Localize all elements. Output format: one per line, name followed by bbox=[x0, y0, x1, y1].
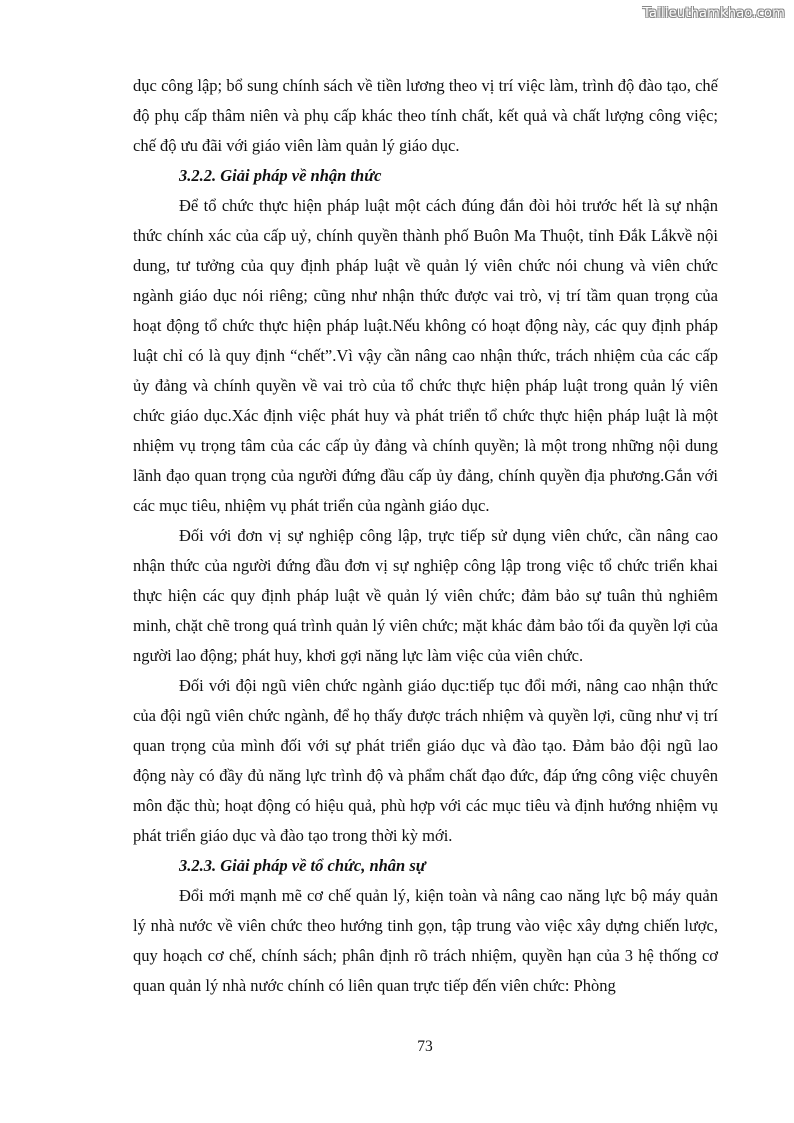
page-number: 73 bbox=[417, 1038, 433, 1055]
page-body bbox=[133, 71, 718, 1001]
watermark-text: Tailieuthamkhao.com bbox=[643, 6, 785, 21]
paragraph: Đổi mới mạnh mẽ cơ chế quản lý, kiện toàn và nâng cao năng lực bộ máy quản lý nhà nước về viên chức theo hướng tinh gọn, tập trung vào việc xây dựng chiến lược, quy hoạch cơ chế, chính sách; phân định rõ trách nhiệm, quyền hạn của 3 hệ thống cơ quan quản lý nhà nước chính có liên quan trực tiếp đến viên chức: Phòng bbox=[133, 886, 718, 995]
section-heading-3-2-3: 3.2.3. Giải pháp về tổ chức, nhân sự bbox=[179, 856, 426, 875]
paragraph-continued: dục công lập; bổ sung chính sách về tiền lương theo vị trí việc làm, trình độ đào tạo, chế độ phụ cấp thâm niên và phụ cấp khác theo tính chất, kết quả và chất lượng công việc; chế độ ưu đãi với giáo viên làm quản lý giáo dục. bbox=[133, 76, 718, 155]
section-heading-3-2-2: 3.2.2. Giải pháp về nhận thức bbox=[179, 166, 382, 185]
paragraph: Để tổ chức thực hiện pháp luật một cách đúng đắn đòi hỏi trước hết là sự nhận thức chính xác của cấp uỷ, chính quyền thành phố Buôn Ma Thuột, tỉnh Đắk Lắkvề nội dung, tư tưởng của quy định pháp luật về quản lý viên chức nói chung và viên chức ngành giáo dục nói riêng; cũng như nhận thức được vai trò, vị trí tầm quan trọng của hoạt động tổ chức thực hiện pháp luật.Nếu không có hoạt động này, các quy định pháp luật chỉ có là quy định “chết”.Vì vậy cần nâng cao nhận thức, trách nhiệm của các cấp ủy đảng và chính quyền về vai trò của tổ chức thực hiện pháp luật trong quản lý viên chức giáo dục.Xác định việc phát huy và phát triển tổ chức thực hiện pháp luật là một nhiệm vụ trọng tâm của các cấp ủy đảng và chính quyền; là một trong những nội dung lãnh đạo quan trọng của người đứng đầu cấp ủy đảng, chính quyền địa phương.Gắn với các mục tiêu, nhiệm vụ phát triển của ngành giáo dục. bbox=[133, 196, 718, 515]
paragraph: Đối với đội ngũ viên chức ngành giáo dục:tiếp tục đổi mới, nâng cao nhận thức của đội ngũ viên chức ngành, để họ thấy được trách nhiệm và quyền lợi, cũng như vị trí quan trọng của mình đối với sự phát triển giáo dục và đào tạo. Đảm bảo đội ngũ lao động này có đầy đủ năng lực trình độ và phẩm chất đạo đức, đáp ứng công việc chuyên môn đặc thù; hoạt động có hiệu quả, phù hợp với các mục tiêu và định hướng nhiệm vụ phát triển giáo dục và đào tạo trong thời kỳ mới. bbox=[133, 676, 718, 845]
paragraph: Đối với đơn vị sự nghiệp công lập, trực tiếp sử dụng viên chức, cần nâng cao nhận thức của người đứng đầu đơn vị sự nghiệp công lập trong việc tổ chức triển khai thực hiện các quy định pháp luật về quản lý viên chức; đảm bảo sự tuân thủ nghiêm minh, chặt chẽ trong quá trình quản lý viên chức; mặt khác đảm bảo tối đa quyền lợi của người lao động; phát huy, khơi gợi năng lực làm việc của viên chức. bbox=[133, 526, 718, 665]
